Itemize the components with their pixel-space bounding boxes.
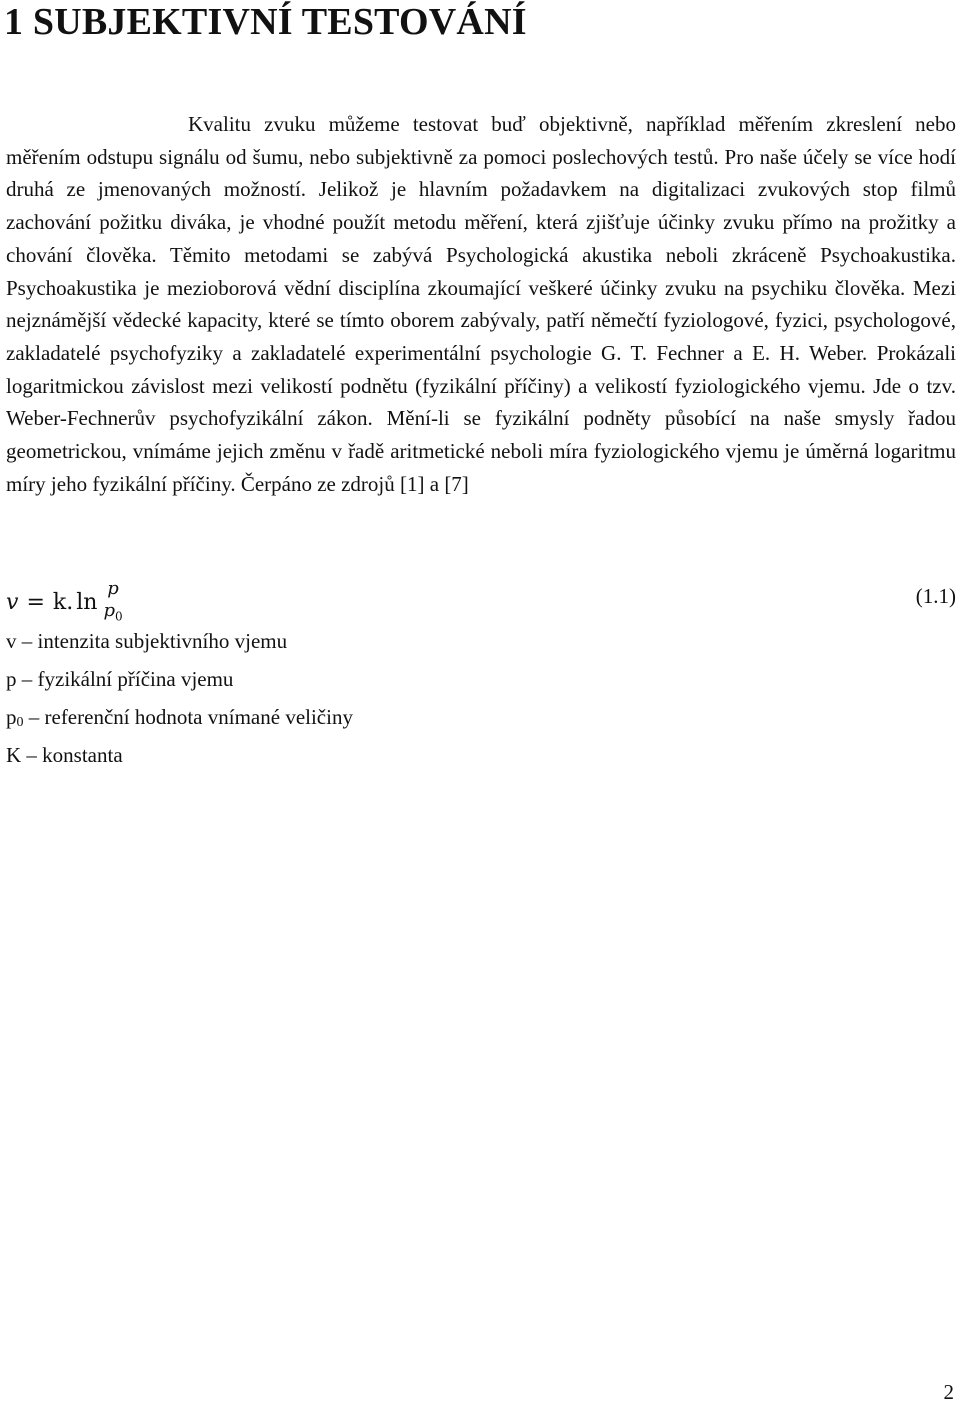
equation-block <box>6 572 956 628</box>
legend-text: – konstanta <box>21 743 123 767</box>
variable-legend <box>6 625 353 777</box>
page-title: 1 SUBJEKTIVNÍ TESTOVÁNÍ <box>4 1 527 43</box>
eq-func: ln <box>76 590 98 616</box>
legend-symbol: K <box>6 743 22 767</box>
equation-number: (1.1) <box>915 584 956 608</box>
legend-item <box>6 739 353 777</box>
legend-text: – fyzikální příčina vjemu <box>16 667 234 691</box>
legend-item <box>6 701 353 739</box>
equation-formula <box>6 578 123 628</box>
legend-symbol: p <box>6 667 17 691</box>
eq-numerator: p <box>107 578 119 599</box>
eq-denominator-sub: 0 <box>114 609 123 624</box>
eq-dot: . <box>66 590 74 616</box>
legend-subscript: 0 <box>16 715 24 730</box>
legend-item <box>6 625 353 663</box>
legend-symbol: p <box>6 705 17 729</box>
eq-lhs: v <box>6 590 19 616</box>
page-number: 2 <box>943 1380 954 1404</box>
eq-fraction <box>103 578 122 628</box>
legend-symbol: v <box>6 629 17 653</box>
eq-equals: = <box>26 590 45 616</box>
legend-text: – intenzita subjektivního vjemu <box>16 629 288 653</box>
eq-denominator-base: p <box>103 600 115 621</box>
legend-text: – referenční hodnota vnímané veličiny <box>23 705 353 729</box>
eq-denominator <box>103 600 122 628</box>
body-paragraph: Kvalitu zvuku můžeme testovat buď objektivně, například měřením zkreslení nebo měřením odstupu signálu od šumu, nebo subjektivně za pomoci poslechových testů. Pro naše účely se více hodí druhá ze jmenovaných možností. Jelikož je hlavním požadavkem na digitalizaci zvukových stop filmů zachování požitku diváka, je vhodné použít metodu měření, která zjišťuje účinky zvuku přímo na prožitky a chování člověka. Těmito metodami se zabývá Psychologická akustika neboli zkráceně Psychoakustika. Psychoakustika je mezioborová vědní disciplína zkoumající veškeré účinky zvuku na psychiku člověka. Mezi nejznámější vědecké kapacity, které se tímto oborem zabývaly, patří němečtí fyziologové, fyzici, psychologové, zakladatelé psychofyziky a zakladatelé experimentální psychologie G. T. Fechner a E. H. Weber. Prokázali logaritmickou závislost mezi velikostí podnětu (fyzikální příčiny) a velikostí fyziologického vjemu. Jde o tzv. Weber-Fechnerův psychofyzikální zákon. Mění-li se fyzikální podněty působící na naše smysly řadou geometrickou, vnímáme jejich změnu v řadě aritmetické neboli míra fyziologického vjemu je úměrná logaritmu míry jeho fyzikální příčiny. Čerpáno ze zdrojů [1] a [7] <box>6 112 956 496</box>
eq-coefficient: k <box>52 590 67 616</box>
legend-item <box>6 663 353 701</box>
